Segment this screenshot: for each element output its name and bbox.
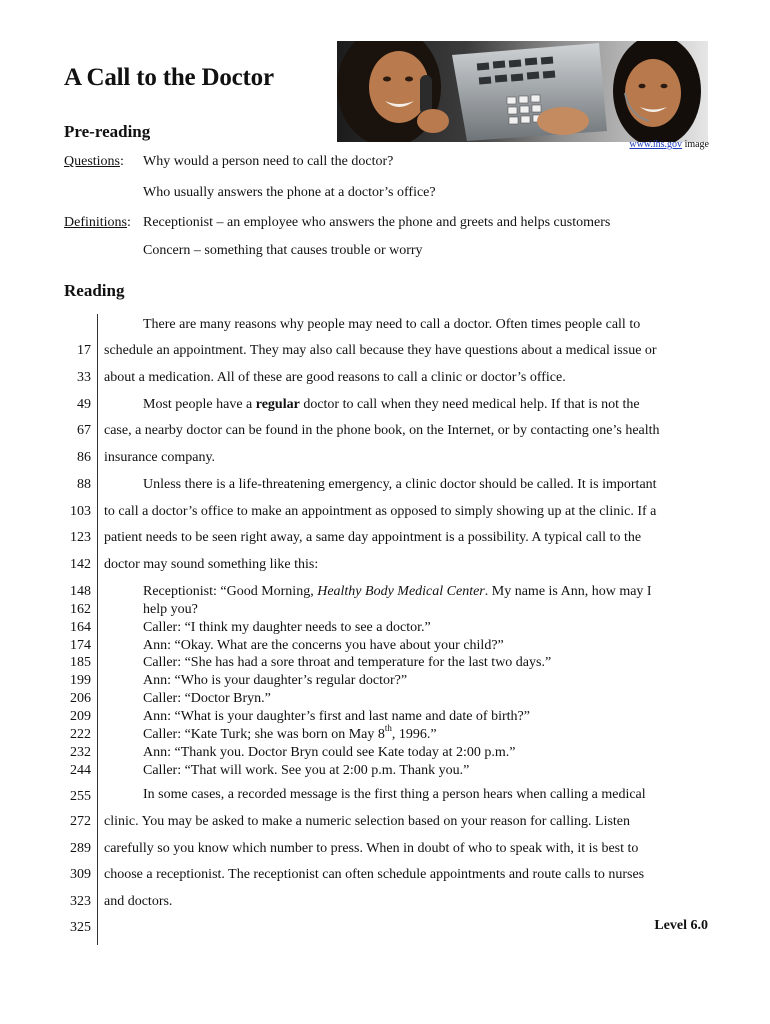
reading-line: about a medication. All of these are good reasons to call a clinic or doctor’s office. <box>104 370 566 385</box>
reading-line: and doctors. <box>104 894 173 909</box>
word-count: 309 <box>70 867 91 882</box>
definition-1: Receptionist – an employee who answers the phone and greets and helps customers <box>143 215 611 230</box>
word-count: 17 <box>77 343 91 358</box>
prereading-heading: Pre-reading <box>64 122 151 141</box>
word-count: 272 <box>70 814 91 829</box>
word-count: 199 <box>70 673 91 688</box>
reading-heading: Reading <box>64 281 125 300</box>
word-count: 232 <box>70 745 91 760</box>
reading-line: patient needs to be seen right away, a same day appointment is a possibility. A typical call to the <box>104 530 642 545</box>
reading-line: In some cases, a recorded message is the first thing a person hears when calling a medical <box>143 787 646 802</box>
page-title: A Call to the Doctor <box>64 64 274 91</box>
question-2: Who usually answers the phone at a doctor’s office? <box>143 185 436 200</box>
credit-suffix: image <box>682 139 709 150</box>
reading-line: insurance company. <box>104 450 216 465</box>
reading-line: case, a nearby doctor can be found in the phone book, on the Internet, or by contacting one’s health <box>104 423 660 438</box>
reading-line: choose a receptionist. The receptionist can often schedule appointments and route calls to nurses <box>104 867 645 882</box>
word-count: 142 <box>70 557 91 572</box>
reading-line: Unless there is a life-threatening emergency, a clinic doctor should be called. It is important <box>143 477 657 492</box>
line-number-divider <box>97 314 98 945</box>
word-count: 185 <box>70 655 91 670</box>
word-count: 123 <box>70 530 91 545</box>
dialogue-line: help you? <box>143 602 198 617</box>
word-count: 162 <box>70 602 91 617</box>
word-count: 244 <box>70 763 91 778</box>
dialogue-line: Caller: “Doctor Bryn.” <box>143 691 271 706</box>
regular-emphasis: regular <box>255 397 300 412</box>
reading-level: Level 6.0 <box>654 918 708 933</box>
dialogue-line: Ann: “What is your daughter’s first and last name and date of birth?” <box>143 709 530 724</box>
word-count: 174 <box>70 638 91 653</box>
question-1: Why would a person need to call the doctor? <box>143 154 394 169</box>
word-count: 164 <box>70 620 91 635</box>
reading-line: carefully so you know which number to press. When in doubt of who to speak with, it is best to <box>104 841 639 856</box>
dialogue-line: Ann: “Who is your daughter’s regular doctor?” <box>143 673 408 688</box>
reading-line: Most people have a regular doctor to call when they need medical help. If that is not the <box>143 397 640 412</box>
word-count: 86 <box>77 450 91 465</box>
reading-line: schedule an appointment. They may also call because they have questions about a medical issue or <box>104 343 657 358</box>
dialogue-line: Ann: “Okay. What are the concerns you have about your child?” <box>143 638 504 653</box>
definition-2: Concern – something that causes trouble or worry <box>143 243 423 258</box>
word-count: 33 <box>77 370 91 385</box>
credit-link[interactable]: www.ihs.gov <box>629 139 683 150</box>
questions-label: Questions: <box>64 154 124 169</box>
clinic-name: Healthy Body Medical Center <box>317 584 485 599</box>
word-count: 67 <box>77 423 91 438</box>
definitions-label: Definitions: <box>64 215 131 230</box>
word-count: 88 <box>77 477 91 492</box>
dialogue-line: Receptionist: “Good Morning, Healthy Body Medical Center. My name is Ann, how may I <box>143 584 652 599</box>
image-credit <box>560 139 709 150</box>
dialogue-line: Caller: “That will work. See you at 2:00 p.m. Thank you.” <box>143 763 470 778</box>
word-count: 222 <box>70 727 91 742</box>
dialogue-line: Ann: “Thank you. Doctor Bryn could see Kate today at 2:00 p.m.” <box>143 745 516 760</box>
word-count: 325 <box>70 920 91 935</box>
reading-line: doctor may sound something like this: <box>104 557 319 572</box>
header-photo <box>337 41 708 142</box>
dialogue-line: Caller: “I think my daughter needs to see a doctor.” <box>143 620 431 635</box>
word-count: 209 <box>70 709 91 724</box>
word-count: 148 <box>70 584 91 599</box>
word-count: 289 <box>70 841 91 856</box>
word-count: 206 <box>70 691 91 706</box>
reading-line: to call a doctor’s office to make an appointment as opposed to simply showing up at the clinic. If a <box>104 504 657 519</box>
reading-line: There are many reasons why people may need to call a doctor. Often times people call to <box>143 317 641 332</box>
word-count: 255 <box>70 789 91 804</box>
reading-line: clinic. You may be asked to make a numeric selection based on your reason for calling. Listen <box>104 814 631 829</box>
word-count: 49 <box>77 397 91 412</box>
word-count: 323 <box>70 894 91 909</box>
dialogue-line: Caller: “She has had a sore throat and temperature for the last two days.” <box>143 655 552 670</box>
dialogue-line: Caller: “Kate Turk; she was born on May 8th, 1996.” <box>143 723 437 742</box>
word-count: 103 <box>70 504 91 519</box>
